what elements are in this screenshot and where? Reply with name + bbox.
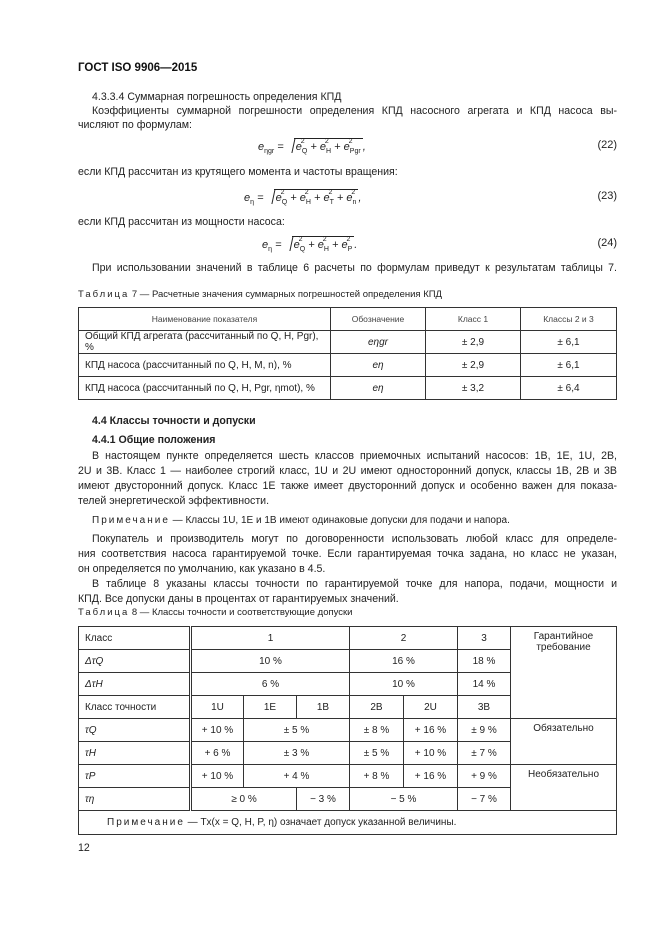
indicator-name: КПД насоса (рассчитанный по Q, H, Pgr, ηmot), % (79, 377, 331, 400)
symbol: e (262, 239, 269, 251)
cell: − 7 % (458, 788, 511, 811)
cell: 1E (244, 696, 297, 719)
cell: 3 (458, 627, 511, 650)
column-header: Наименование показателя (79, 308, 331, 331)
subscript: T (329, 199, 334, 206)
cell: ≥ 0 % (191, 788, 297, 811)
row-label: Класс (79, 627, 191, 650)
cell: ± 9 % (458, 719, 511, 742)
section-heading: 4.4.1 Общие положения (92, 434, 216, 446)
superscript: 2 (351, 189, 356, 196)
row-label: Класс точности (79, 696, 191, 719)
class-2-3-value: ± 6,1 (521, 354, 617, 377)
cell: 6 % (191, 673, 350, 696)
paragraph-line: В таблице 8 указаны классы точности по гарантируемой точке для напора, подачи, мощности и (92, 578, 617, 590)
cell: + 16 % (404, 765, 458, 788)
cell: + 9 % (458, 765, 511, 788)
table-row (79, 331, 617, 354)
paragraph-line: КПД. Все допуски даны в процентах от гарантируемых значений. (78, 593, 399, 605)
subscript: H (326, 148, 332, 155)
optional-label: Необязательно (511, 765, 617, 811)
cell: ± 8 % (350, 719, 404, 742)
subscript: ηgr (264, 148, 275, 155)
symbol: e (319, 141, 327, 153)
symbol: e (343, 141, 350, 153)
paragraph-line: если КПД рассчитан из крутящего момента и частоты вращения: (78, 166, 398, 178)
cell: ± 5 % (350, 742, 404, 765)
symbol: eη (331, 377, 426, 400)
cell: 3B (458, 696, 511, 719)
table-note-row (79, 811, 617, 835)
cell: + 6 % (191, 742, 244, 765)
cell: 1 (191, 627, 350, 650)
equals-sign: = (272, 239, 285, 251)
cell: + 4 % (244, 765, 350, 788)
cell: 10 % (191, 650, 350, 673)
plus-sign: + (331, 141, 344, 153)
paragraph-line: Коэффициенты суммарной погрешности определения КПД насосного агрегата и КПД насоса вы- (92, 105, 617, 117)
symbol: e (341, 239, 348, 251)
formula-expression (244, 189, 361, 206)
plus-sign: + (305, 239, 318, 251)
subscript: n (352, 199, 357, 206)
superscript: 2 (324, 138, 329, 145)
superscript: 2 (346, 236, 351, 243)
formula-term (295, 138, 308, 155)
note-text: — Классы 1U, 1E и 1B имеют одинаковые допуски для подачи и напора. (169, 515, 510, 526)
formula-expression (262, 236, 357, 253)
caption-text: 7 — Расчетные значения суммарных погрешностей определения КПД (129, 289, 442, 300)
class-1-value: ± 2,9 (426, 354, 521, 377)
punctuation: , (362, 141, 366, 153)
subscript: Q (301, 148, 308, 155)
equals-sign: = (274, 141, 287, 153)
equals-sign: = (254, 192, 267, 204)
formula-number: (24) (597, 237, 617, 249)
subscript: Q (299, 246, 306, 253)
paragraph-line: Покупатель и производитель могут по договоренности использовать любой класс для определе- (92, 533, 617, 545)
subscript: Q (281, 199, 288, 206)
formula-term (341, 236, 353, 253)
cell: + 10 % (191, 765, 244, 788)
column-header: Обозначение (331, 308, 426, 331)
paragraph-line: телей энергетической эффективности. (78, 495, 270, 507)
cell: + 10 % (404, 742, 458, 765)
row-label: ΔτQ (79, 650, 191, 673)
paragraph-line: он определяется по умолчанию, как указано в 4.5. (78, 563, 326, 575)
caption-text: 8 — Классы точности и соответствующие допуски (129, 607, 353, 618)
table-note (79, 811, 617, 835)
page-number: 12 (78, 842, 90, 854)
table-row (79, 719, 617, 742)
section-heading: 4.4 Классы точности и допуски (92, 415, 256, 427)
symbol: e (323, 192, 330, 204)
plus-sign: + (333, 192, 347, 204)
formula-term (343, 138, 361, 155)
cell: − 5 % (350, 788, 458, 811)
formula-term (319, 138, 332, 155)
note-text: — Tx(x = Q, H, P, η) означает допуск указанной величины. (184, 817, 457, 828)
paragraph-line: В настоящем пункте определяется шесть классов приемочных испытаний насосов: 1B, 1E, 1U, 2B, (92, 450, 617, 462)
class-row (79, 627, 617, 650)
symbol: e (299, 192, 306, 204)
subscript: P (347, 246, 353, 253)
superscript: 2 (348, 138, 353, 145)
cell: 2 (350, 627, 458, 650)
caption-label: Таблица (78, 607, 130, 618)
formula-lhs (258, 141, 274, 153)
symbol: e (293, 239, 300, 251)
symbol: e (295, 141, 302, 153)
table-header-row (79, 308, 617, 331)
superscript: 2 (300, 138, 305, 145)
subscript: Pgr (349, 148, 361, 155)
plus-sign: + (287, 192, 300, 204)
square-root (292, 236, 358, 253)
symbol: e (258, 141, 265, 153)
superscript: 2 (322, 236, 327, 243)
paragraph-line: имеют двусторонний допуск. Класс 1E также имеет двусторонний допуск и особенно важен для показа- (78, 480, 617, 492)
paragraph-line: числяют по формулам: (78, 119, 192, 131)
subscript: H (323, 246, 329, 253)
paragraph-line: если КПД рассчитан из мощности насоса: (78, 216, 285, 228)
indicator-name: КПД насоса (рассчитанный по Q, H, M, n), % (79, 354, 331, 377)
table-row (79, 765, 617, 788)
cell: 2U (404, 696, 458, 719)
cell: + 8 % (350, 765, 404, 788)
table-7 (78, 307, 617, 400)
row-label: ΔτH (79, 673, 191, 696)
punctuation: , (358, 192, 362, 204)
class-2-3-value: ± 6,4 (521, 377, 617, 400)
cell: − 3 % (297, 788, 350, 811)
cell: 1B (297, 696, 350, 719)
paragraph-line: При использовании значений в таблице 6 расчеты по формулам приведут к результатам таблицы 7. (92, 262, 617, 274)
table-row (79, 354, 617, 377)
formula-lhs (244, 192, 254, 204)
superscript: 2 (328, 189, 333, 196)
column-header: Классы 2 и 3 (521, 308, 617, 331)
subscript: H (305, 199, 311, 206)
plus-sign: + (310, 192, 324, 204)
symbol: eη (331, 354, 426, 377)
formula-term (293, 236, 306, 253)
plus-sign: + (328, 239, 342, 251)
table-8-caption (78, 606, 617, 619)
symbol: eηgr (331, 331, 426, 354)
cell: 18 % (458, 650, 511, 673)
formula-number: (22) (597, 139, 617, 151)
mandatory-label: Обязательно (511, 719, 617, 765)
row-label: τP (79, 765, 191, 788)
superscript: 2 (298, 236, 303, 243)
paragraph-line: ния соответствия насоса гарантируемой точке. Если гарантируемая точка задана, но класс не указан, (78, 548, 617, 560)
cell: ± 7 % (458, 742, 511, 765)
formula-term (299, 189, 311, 206)
table-8 (78, 626, 617, 835)
formula-term (275, 189, 288, 206)
paragraph-line: 2U и 3B. Класс 1 — наиболее строгий класс, 1U и 2U имеют односторонний допуск, классы 1B, 2B и 3B (78, 465, 617, 477)
formula-term (346, 189, 357, 206)
cell: 14 % (458, 673, 511, 696)
formula-expression (258, 138, 366, 155)
cell: ± 3 % (244, 742, 350, 765)
symbol: e (275, 192, 282, 204)
cell: 10 % (350, 673, 458, 696)
table-row (79, 377, 617, 400)
note-label: Примечание (107, 817, 185, 828)
row-label: τQ (79, 719, 191, 742)
section-heading: 4.3.3.4 Суммарная погрешность определения КПД (92, 91, 342, 103)
superscript: 2 (280, 189, 285, 196)
cell: + 16 % (404, 719, 458, 742)
subscript: η (268, 246, 273, 253)
symbol: e (244, 192, 251, 204)
class-2-3-value: ± 6,1 (521, 331, 617, 354)
square-root (294, 138, 363, 155)
cell: 1U (191, 696, 244, 719)
document-id: ГОСТ ISO 9906—2015 (78, 62, 198, 74)
superscript: 2 (304, 189, 309, 196)
column-header: Класс 1 (426, 308, 521, 331)
class-1-value: ± 3,2 (426, 377, 521, 400)
cell: 16 % (350, 650, 458, 673)
guarantee-header: Гарантийное требование (511, 627, 617, 719)
punctuation: . (354, 239, 358, 251)
formula-term (323, 189, 334, 206)
cell: + 10 % (191, 719, 244, 742)
cell: 2B (350, 696, 404, 719)
note-label: Примечание (92, 515, 170, 526)
subscript: η (250, 199, 255, 206)
note (78, 514, 617, 527)
cell: ± 5 % (244, 719, 350, 742)
square-root (274, 189, 362, 206)
formula-term (317, 236, 329, 253)
indicator-name: Общий КПД агрегата (рассчитанный по Q, H, Pgr), % (79, 331, 331, 354)
row-label: τH (79, 742, 191, 765)
class-1-value: ± 2,9 (426, 331, 521, 354)
symbol: e (346, 192, 353, 204)
symbol: e (317, 239, 324, 251)
row-label: τη (79, 788, 191, 811)
formula-lhs (262, 239, 272, 251)
caption-label: Таблица (78, 289, 130, 300)
table-7-caption (78, 288, 617, 301)
formula-number: (23) (597, 190, 617, 202)
plus-sign: + (307, 141, 320, 153)
